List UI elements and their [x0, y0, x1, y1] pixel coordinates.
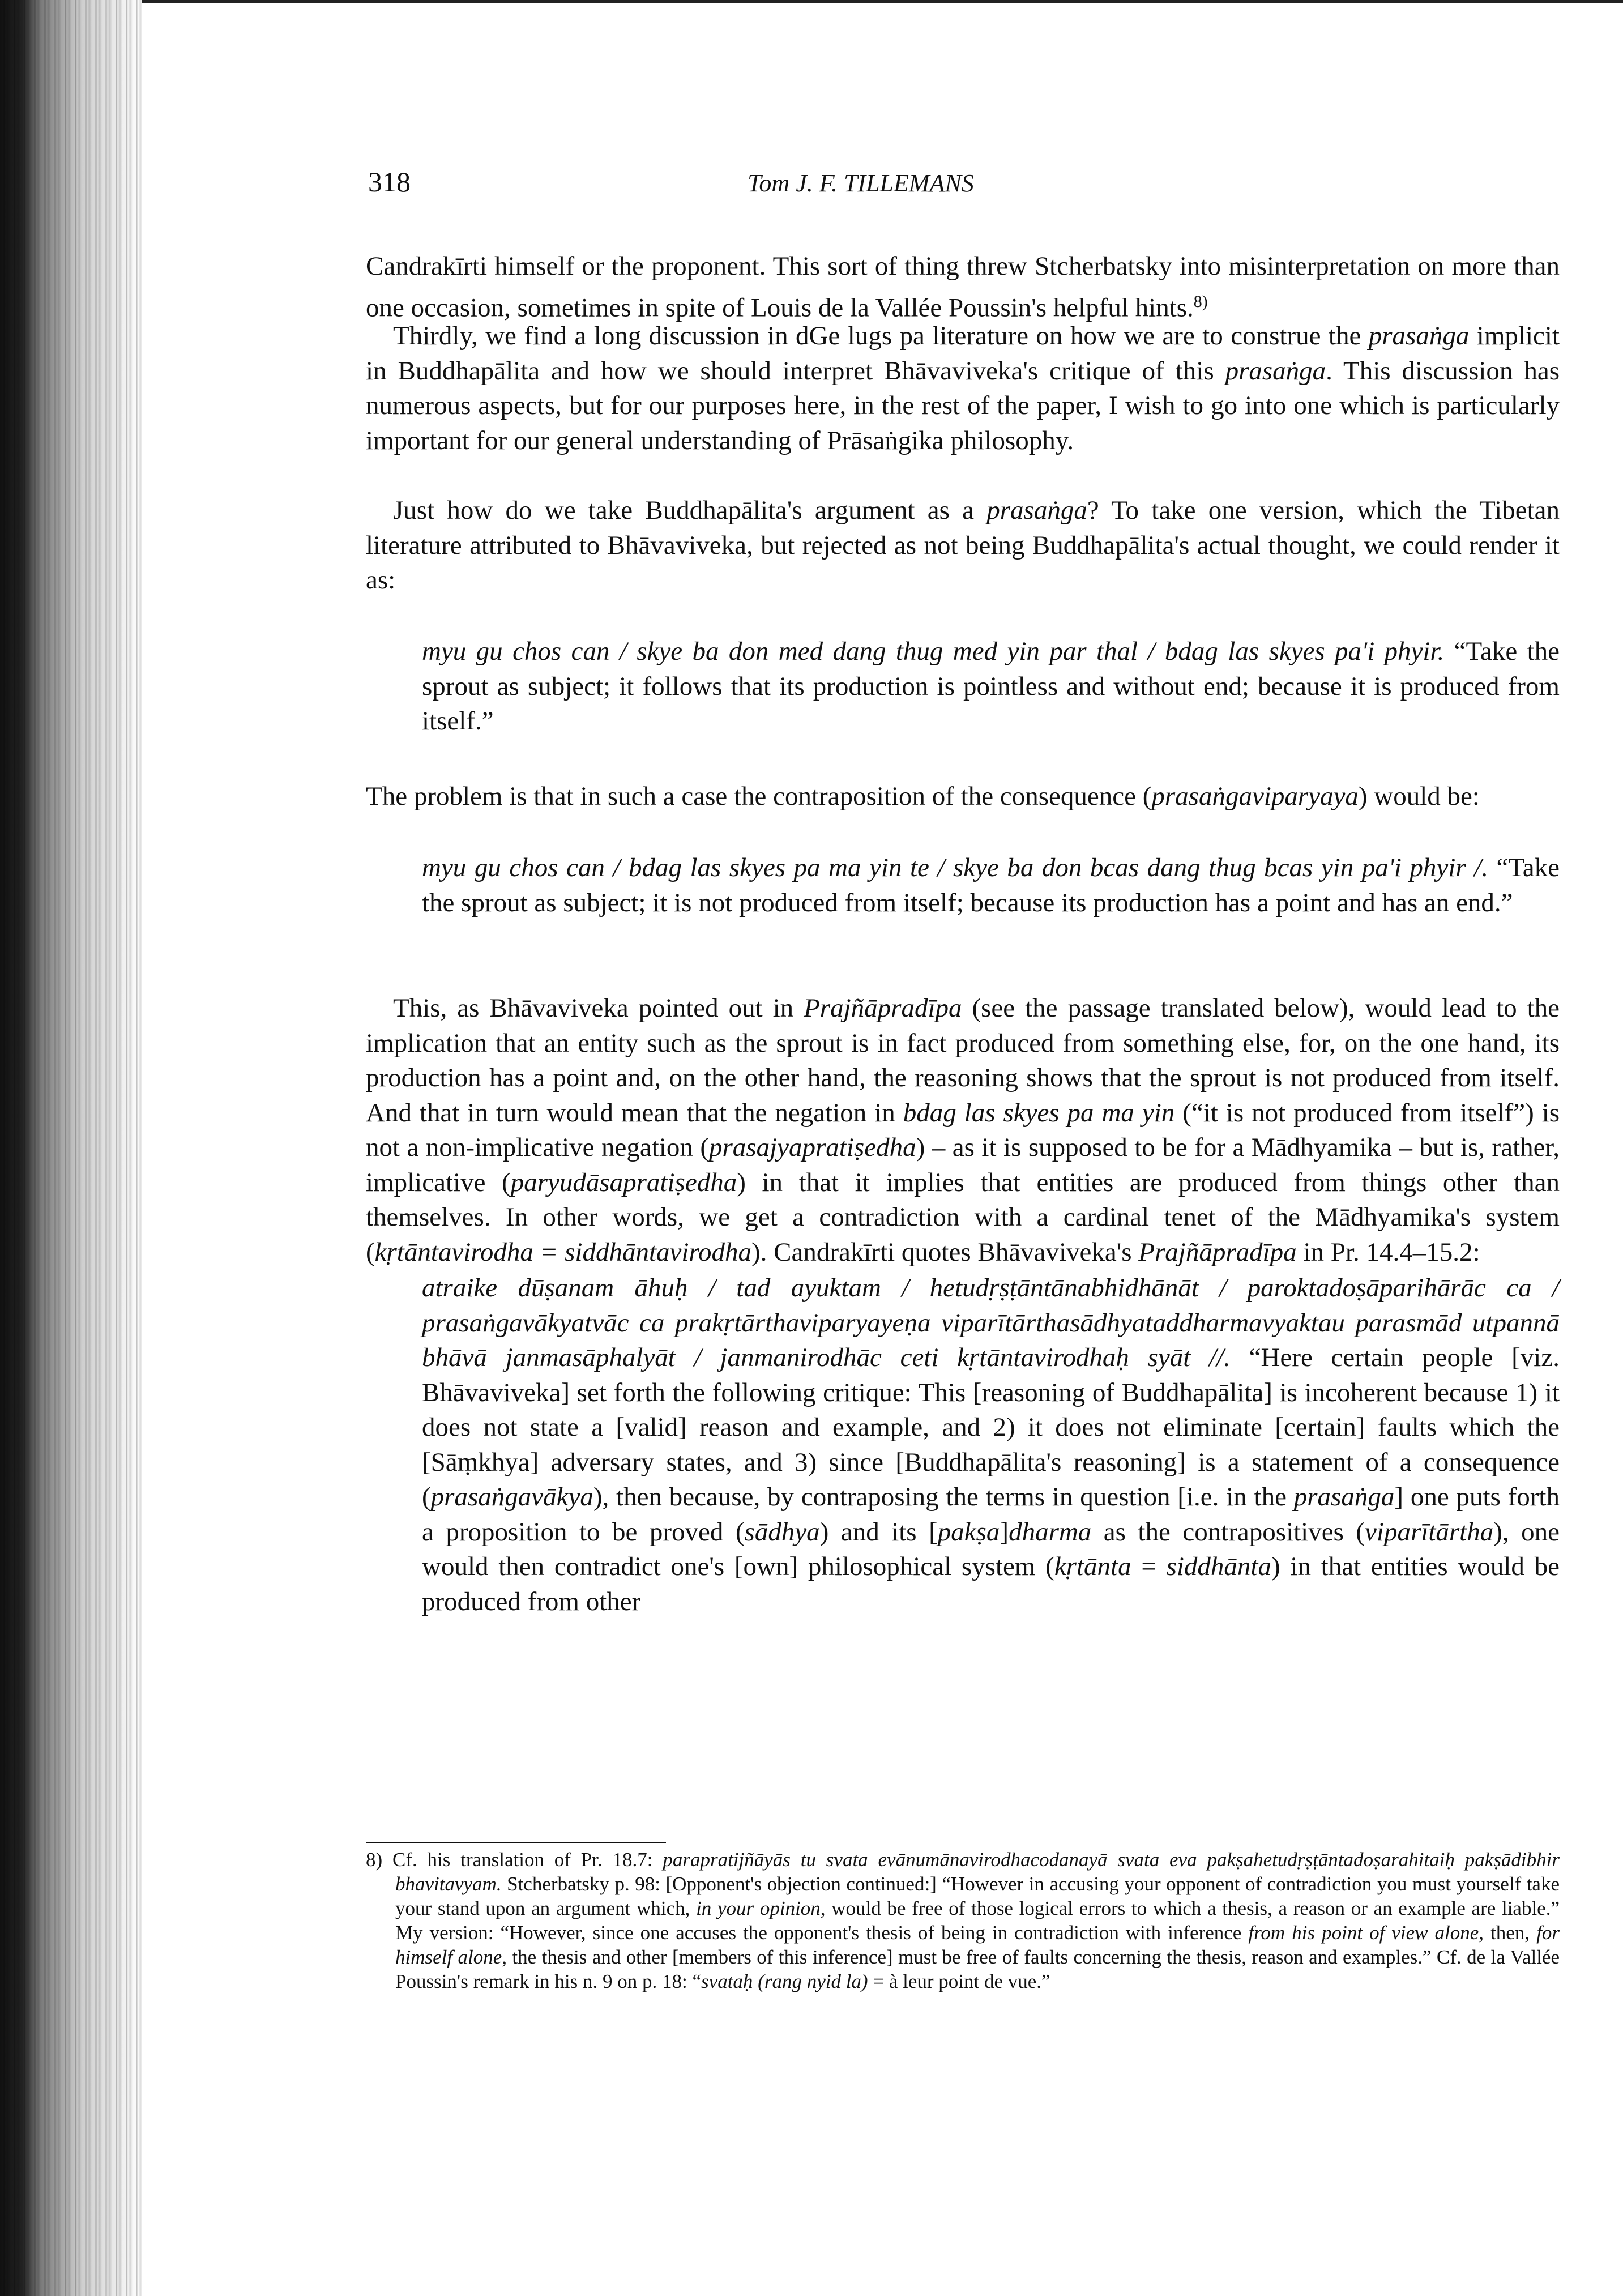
text-run: ) would be:	[1358, 782, 1480, 811]
text-run: (see the passage translated below), would lead to the implication that an entity such as the sprout is in fact produced from something else, for, on the one hand, its production has a point and, on the other hand, the reasoning shows that the sprout is not produced from itself. And that in turn would mean that the negation in	[366, 993, 1560, 1128]
text-run: 8) Cf. his translation of Pr. 18.7:	[366, 1849, 663, 1871]
text-run: , the thesis and other [members of this inference] must be free of faults concerning the thesis, reason and examples.” Cf. de la Vallée Poussin's remark in his n. 9 on p. 18: “	[395, 1946, 1560, 1992]
text-run: Candrakīrti himself or the proponent. This sort of thing threw Stcherbatsky into misinterpretation on more than one occasion, sometimes in spite of Louis de la Vallée Poussin's helpful hints.	[366, 251, 1560, 323]
text-run: ) and its [	[819, 1517, 938, 1547]
italic-term: prasaṅga	[1368, 321, 1470, 351]
running-head: Tom J. F. TILLEMANS	[748, 169, 974, 197]
italic-term: from his point of view alone	[1248, 1922, 1479, 1944]
text-run: Just how do we take Buddhapālita's argument as a	[393, 496, 987, 525]
scan-binding-edge	[0, 0, 142, 2296]
italic-term: pakṣa	[937, 1517, 1000, 1547]
italic-term: viparītārtha	[1365, 1517, 1494, 1547]
italic-term: siddhānta	[1166, 1552, 1271, 1581]
text-run: ) in that it implies that entities are produced from things other than themselves. In other words, we get a contradiction with a cardinal tenet of the Mādhyamika's system (	[366, 1167, 1560, 1267]
text-run: ), one would then contradict one's [own] philosophical system (	[422, 1517, 1560, 1581]
text-run: “Take the sprout as subject; it is not produced from itself; because its production has a point and has an end.”	[422, 853, 1560, 917]
text-run: The problem is that in such a case the contraposition of the consequence (	[366, 782, 1152, 811]
text-run: ), then because, by contraposing the terms in question [i.e. in the	[593, 1482, 1294, 1512]
italic-term: prasajyapratiṣedha	[709, 1133, 916, 1162]
text-run: This, as Bhāvaviveka pointed out in	[393, 993, 804, 1023]
text-run: ] one puts forth a proposition to be proved (	[422, 1482, 1560, 1547]
block-quote	[422, 1271, 1560, 1619]
italic-term: prasaṅgavākya	[430, 1482, 593, 1512]
italic-term: dharma	[1009, 1517, 1092, 1547]
paragraph	[366, 779, 1560, 814]
italic-term: svataḥ (rang nyid la)	[701, 1970, 868, 1992]
text-run: Stcherbatsky p. 98: [Opponent's objection continued:] “However in accusing your opponent of contradiction you must yourself take your stand upon an argument which,	[395, 1873, 1560, 1919]
paragraph	[366, 319, 1560, 458]
text-run: ) in that entities would be produced from other	[422, 1552, 1560, 1616]
block-quote	[422, 851, 1560, 920]
text-run: in Pr. 14.4–15.2:	[1296, 1237, 1480, 1267]
footnote-rule	[366, 1842, 666, 1843]
italic-term: prasaṅga	[986, 496, 1087, 525]
italic-term: sādhya	[744, 1517, 820, 1547]
page-number: 318	[368, 166, 411, 198]
text-run: , would be free of those logical errors to which a thesis, a reason or an example are liable.” My version: “However, since one accuses the opponent's thesis of being in contradiction with inference	[395, 1897, 1560, 1944]
text-run: “Here certain people [viz. Bhāvaviveka] set forth the following critique: This [reasoning of Buddhapālita] is incoherent because 1) it does not state a [valid] reason and example, and 2) it does not eliminate [certain] faults which the [Sāṃkhya] adversary states, and 3) since [Buddhapālita's reasoning] is a statement of a consequence (	[422, 1343, 1560, 1512]
text-run: ? To take one version, which the Tibetan literature attributed to Bhāvaviveka, but rejected as not being Buddhapālita's actual thought, we could render it as:	[366, 496, 1560, 595]
text-run: as the contrapositives (	[1091, 1517, 1365, 1547]
italic-term: prasaṅga	[1225, 356, 1326, 386]
text-run: implicit in Buddhapālita and how we should interpret Bhāvaviveka's critique of this	[366, 321, 1560, 386]
italic-term: for himself alone	[395, 1922, 1560, 1968]
italic-term: myu gu chos can / skye ba don med dang thug med yin par thal / bdag las skyes pa'i phyir.	[422, 637, 1445, 666]
paragraph	[366, 991, 1560, 1270]
italic-term: in your opinion	[696, 1897, 821, 1919]
italic-term: kṛtāntavirodha = siddhāntavirodha	[374, 1237, 751, 1267]
footnote-marker: 8)	[1193, 292, 1208, 311]
text-run: ) – as it is supposed to be for a Mādhyamika – but is, rather, implicative (	[366, 1133, 1560, 1197]
text-run: (“it is not produced from itself”) is not a non-implicative negation (	[366, 1098, 1560, 1162]
paragraph	[366, 493, 1560, 598]
text-run: ]	[1000, 1517, 1009, 1547]
italic-term: bdag las skyes pa ma yin	[903, 1098, 1175, 1128]
scan-top-border	[0, 0, 1623, 3]
block-quote	[422, 634, 1560, 739]
text-run: =	[1131, 1552, 1167, 1581]
italic-term: parapratijñāyās tu svata evānumānavirodhacodanayā svata eva pakṣahetudṛṣṭāntadoṣarahitaiḥ pakṣādibhir bhavitavyam.	[395, 1849, 1560, 1895]
italic-term: prasaṅga	[1293, 1482, 1395, 1512]
italic-term: Prajñāpradīpa	[804, 993, 962, 1023]
text-run: “Take the sprout as subject; it follows that its production is pointless and without end; because it is produced from itself.”	[422, 637, 1560, 736]
text-run: . This discussion has numerous aspects, but for our purposes here, in the rest of the paper, I wish to go into one which is particularly important for our general understanding of Prāsaṅgika philosophy.	[366, 356, 1560, 455]
text-run: Thirdly, we find a long discussion in dGe lugs pa literature on how we are to construe the	[393, 321, 1369, 351]
text-run: , then,	[1479, 1922, 1537, 1944]
italic-term: atraike dūṣanam āhuḥ / tad ayuktam / hetudṛṣṭāntānabhidhānāt / paroktadoṣāparihārāc ca / prasaṅgavākyatvāc ca prakṛtārthaviparyayeṇa viparītārthasādhyataddharmavyaktau parasmād utpannā bhāvā janmasāphalyāt / janmanirodhāc ceti kṛtāntavirodhaḥ syāt //.	[422, 1273, 1560, 1372]
text-run: = à leur point de vue.”	[868, 1970, 1050, 1992]
italic-term: kṛtānta	[1054, 1552, 1131, 1581]
italic-term: Prajñāpradīpa	[1138, 1237, 1297, 1267]
italic-term: prasaṅgaviparyaya	[1151, 782, 1359, 811]
paragraph	[366, 249, 1560, 326]
text-run: ). Candrakīrti quotes Bhāvaviveka's	[751, 1237, 1139, 1267]
italic-term: paryudāsapratiṣedha	[510, 1167, 737, 1197]
footnote-8	[366, 1847, 1560, 1994]
italic-term: myu gu chos can / bdag las skyes pa ma yin te / skye ba don bcas dang thug bcas yin pa'i phyir /.	[422, 853, 1488, 882]
